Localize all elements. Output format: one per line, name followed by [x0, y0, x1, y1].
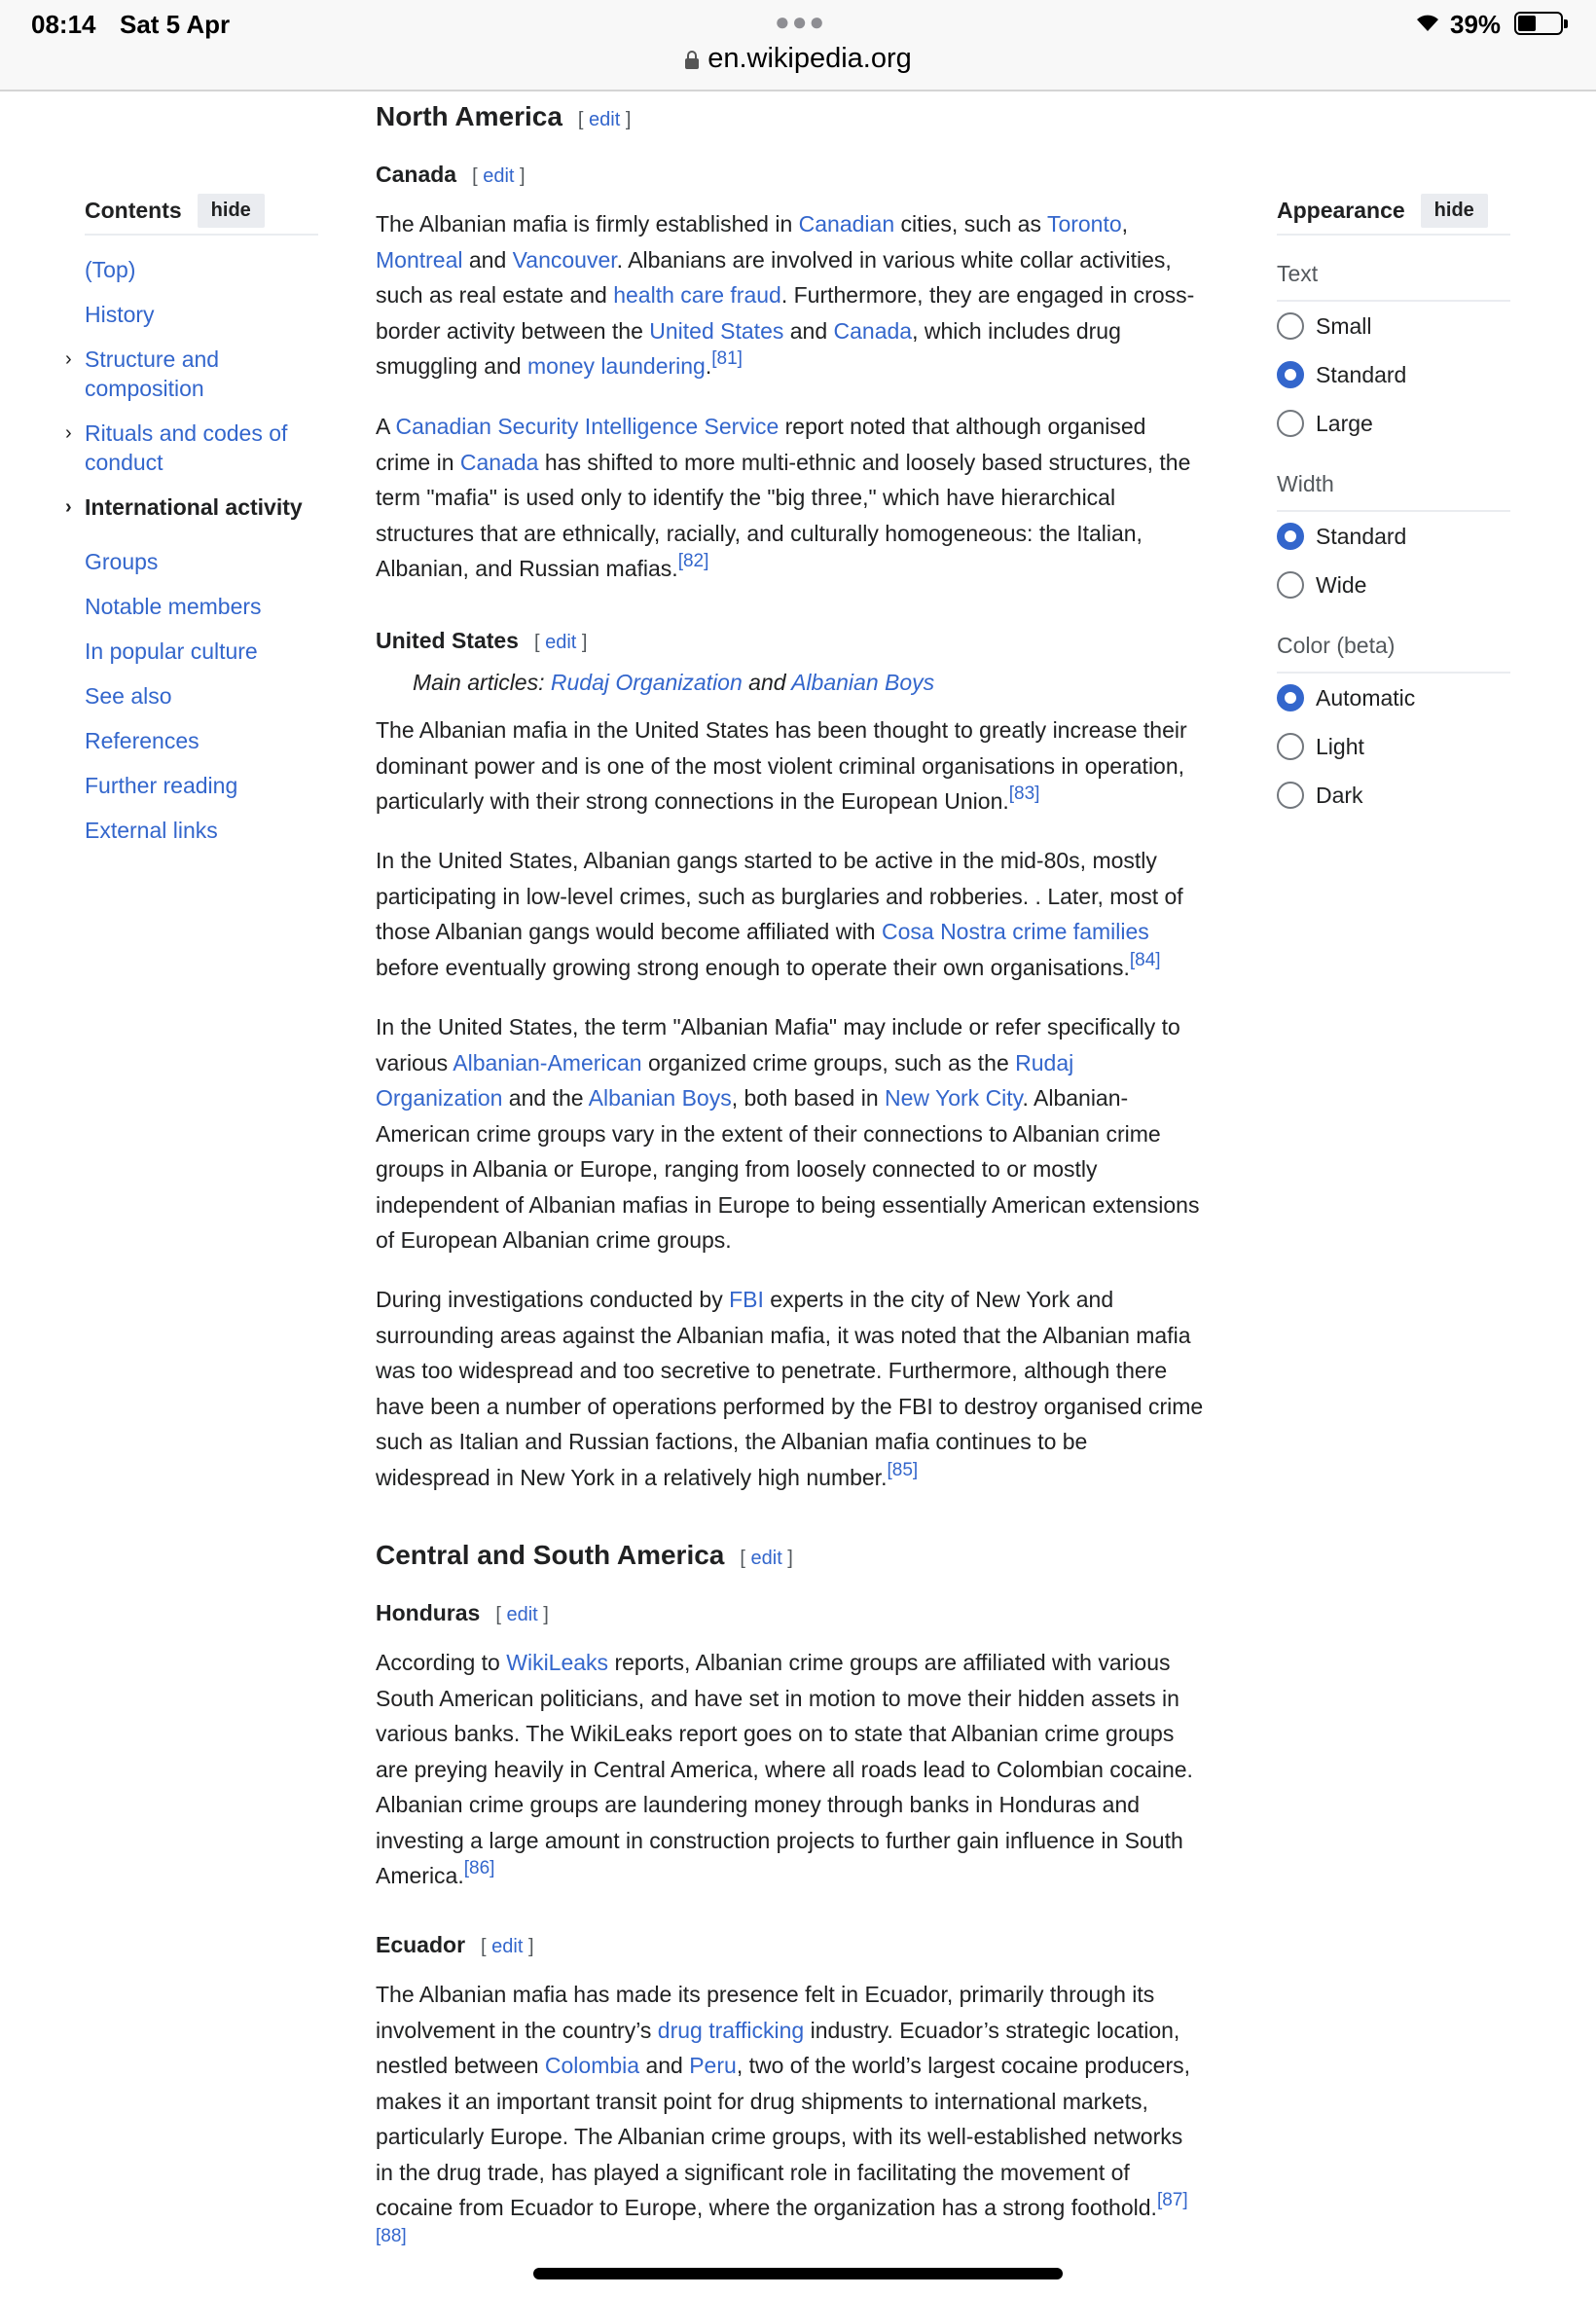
toc-item-label: In popular culture: [85, 638, 258, 664]
toc-item-label: References: [85, 728, 200, 753]
toc-item[interactable]: [85, 637, 318, 666]
width-label: Width: [1277, 471, 1334, 496]
toc-item-label: Groups: [85, 549, 159, 574]
radio-button-icon[interactable]: [1277, 782, 1304, 809]
toc-item[interactable]: [65, 419, 318, 477]
inline-link[interactable]: Canadian: [798, 211, 895, 237]
divider: [1277, 672, 1510, 674]
text-run: .: [705, 353, 712, 379]
inline-link[interactable]: Albanian Boys: [588, 1085, 732, 1111]
text-run: surrounding areas against the Albanian mafia, it was noted that the Albanian mafia: [376, 1322, 1191, 1348]
toc-item[interactable]: [85, 255, 318, 284]
inline-link[interactable]: United States: [649, 317, 784, 344]
toc-item-label: Further reading: [85, 773, 238, 798]
radio-label: Small: [1316, 312, 1372, 339]
text-run: border activity between the: [376, 317, 650, 344]
text-run: , both based in: [731, 1085, 886, 1111]
inline-link[interactable]: Canada: [833, 317, 913, 344]
inline-link[interactable]: drug trafficking: [657, 2017, 805, 2043]
inline-link[interactable]: Albanian Boys: [791, 670, 935, 695]
chevron-right-icon[interactable]: ›: [65, 422, 72, 444]
text-run: and: [783, 317, 834, 344]
reference-link[interactable]: [83]: [1008, 784, 1040, 804]
text-run: report noted that although organised: [779, 414, 1146, 439]
text-run: Albanian crime groups are laundering money through banks in Honduras and: [376, 1792, 1141, 1817]
radio-button-icon[interactable]: [1277, 733, 1304, 760]
text-size-radio[interactable]: [1277, 410, 1373, 437]
battery-percent: 39%: [1450, 10, 1502, 39]
toc-title: Contents: [85, 197, 182, 223]
paragraph-us-1: [376, 712, 1222, 820]
text-run: During investigations conducted by: [376, 1287, 730, 1312]
inline-link[interactable]: money laundering: [527, 353, 706, 379]
text-run: cocaine from Ecuador to Europe, where the organization has a strong foothold.: [376, 2195, 1157, 2220]
inline-link[interactable]: WikiLeaks: [506, 1650, 609, 1675]
url-text: en.wikipedia.org: [707, 43, 912, 74]
browser-status-bar: [0, 0, 1596, 91]
text-run: have been a number of operations performed by the FBI to destroy organised crime: [376, 1393, 1204, 1419]
paragraph-us-3: [376, 1009, 1222, 1258]
text-run: structures that are ethnically, racially, and culturally homogeneous: the Italian,: [376, 520, 1143, 546]
toc-item[interactable]: [85, 300, 318, 329]
toc-item-label: Notable members: [85, 594, 262, 619]
text-run: participating in low-level crimes, such as burglaries and robberies. . Later, most of: [376, 883, 1183, 909]
inline-link[interactable]: Organization: [376, 1085, 503, 1111]
inline-link[interactable]: Canada: [459, 449, 539, 475]
clock: 08:14: [31, 10, 96, 39]
text-run: independent of Albanian mafias in Europe to being essentially American extensions: [376, 1191, 1200, 1218]
color-radio[interactable]: [1277, 782, 1363, 809]
chevron-right-icon[interactable]: ›: [65, 496, 72, 518]
paragraph-honduras: [376, 1645, 1222, 1894]
inline-link[interactable]: Rudaj: [1015, 1049, 1074, 1076]
inline-link[interactable]: New York City: [885, 1085, 1023, 1111]
text-run: smuggling and: [376, 353, 527, 379]
reference-link[interactable]: [84]: [1129, 949, 1161, 970]
width-radio[interactable]: [1277, 571, 1366, 599]
table-of-contents: [65, 195, 318, 843]
battery-icon: [1514, 12, 1563, 35]
text-run: has shifted to more multi-ethnic and loosely based structures, the: [538, 449, 1191, 475]
radio-label: Light: [1316, 733, 1364, 759]
inline-link[interactable]: Rudaj Organization: [550, 670, 743, 695]
text-run: organized crime groups, such as the: [641, 1049, 1016, 1076]
text-run: involvement in the country’s: [376, 2017, 658, 2043]
lock-icon: [684, 46, 700, 78]
width-radio[interactable]: [1277, 523, 1406, 550]
text-run: American crime groups vary in the extent of their connections to Albanian crime: [376, 1120, 1161, 1147]
text-run: Main articles:: [413, 670, 551, 695]
text-run: The Albanian mafia has made its presence felt in Ecuador, primarily through its: [376, 1982, 1155, 2007]
text-run: widespread in New York in a relatively high number.: [376, 1464, 888, 1490]
text-run: those Albanian gangs would become affiliated with: [376, 919, 882, 944]
radio-label: Automatic: [1316, 684, 1416, 711]
text-run: such as real estate and: [376, 282, 614, 308]
toc-item[interactable]: [85, 726, 318, 755]
heading-honduras: Honduras [ edit ]: [376, 1600, 549, 1625]
wifi-icon: [1413, 10, 1442, 38]
appearance-panel: [1277, 195, 1510, 808]
text-run: term "mafia" is used only to identify the "big three," which have hierarchical: [376, 485, 1116, 510]
text-run: , two of the world’s largest cocaine producers,: [736, 2053, 1191, 2078]
text-run: cities, such as: [894, 211, 1047, 237]
text-run: of European Albanian crime groups.: [376, 1227, 732, 1253]
text-run: industry. Ecuador’s strategic location,: [804, 2017, 1180, 2043]
more-dots-icon[interactable]: ●●●: [775, 7, 827, 36]
text-run: groups in Albania or Europe, ranging from loosely connected to or mostly: [376, 1156, 1098, 1182]
heading-central-south-america: Central and South America [ edit ]: [376, 1540, 793, 1570]
address-bar[interactable]: [0, 43, 1596, 78]
text-run: and the: [502, 1085, 589, 1111]
chevron-right-icon[interactable]: ›: [65, 348, 72, 370]
color-radio[interactable]: [1277, 733, 1364, 760]
edit-link-central-south-america[interactable]: [ edit ]: [740, 1548, 793, 1569]
inline-link[interactable]: Toronto: [1046, 211, 1122, 237]
toc-item-label: External links: [85, 818, 218, 843]
heading-united-states: United States [ edit ]: [376, 628, 588, 653]
inline-link[interactable]: health care fraud: [613, 282, 781, 308]
toc-item-label: History: [85, 302, 155, 327]
home-indicator[interactable]: [533, 2268, 1063, 2279]
text-run: investing a large amount in construction projects to further gain influence in South: [376, 1827, 1183, 1853]
hatnote-main-articles: [413, 670, 934, 696]
text-run: In the United States, Albanian gangs started to be active in the mid-80s, mostly: [376, 848, 1157, 873]
text-size-label: Text: [1277, 261, 1319, 286]
text-run: and: [639, 2053, 690, 2078]
paragraph-us-2: [376, 843, 1222, 985]
text-run: and: [742, 670, 792, 695]
paragraph-ecuador: [376, 1977, 1222, 2261]
text-run: reports, Albanian crime groups are affiliated with various: [608, 1650, 1171, 1675]
text-run: ,: [1121, 211, 1129, 237]
inline-link[interactable]: Montreal: [376, 246, 463, 273]
edit-link-honduras[interactable]: [ edit ]: [495, 1604, 549, 1625]
edit-link-ecuador[interactable]: [ edit ]: [481, 1936, 534, 1957]
heading-north-america: North America [ edit ]: [376, 101, 632, 131]
text-run: In the United States, the term "Albanian Mafia" may include or refer specifically to: [376, 1014, 1180, 1039]
text-run: dominant power and is one of the most violent criminal organisations in operation,: [376, 752, 1185, 779]
toc-hide-button[interactable]: hide: [198, 194, 265, 228]
paragraph-canada-2: [376, 409, 1222, 587]
radio-button-icon[interactable]: [1277, 684, 1304, 711]
text-run: nestled between: [376, 2053, 545, 2078]
inline-link[interactable]: Cosa Nostra crime families: [881, 919, 1149, 944]
text-size-radio[interactable]: [1277, 361, 1406, 388]
text-run: various: [376, 1049, 453, 1076]
text-run: South American politicians, and have set in motion to move their hidden assets in: [376, 1685, 1179, 1711]
paragraph-canada-1: [376, 206, 1222, 384]
text-run: various banks. The WikiLeaks report goes on to state that Albanian crime groups: [376, 1721, 1175, 1746]
date: Sat 5 Apr: [120, 10, 231, 39]
paragraph-us-4: [376, 1282, 1222, 1495]
toc-item[interactable]: [85, 771, 318, 800]
text-run: and: [462, 246, 513, 273]
toc-item[interactable]: [85, 547, 318, 576]
toc-item[interactable]: [85, 592, 318, 621]
text-run: America.: [376, 1863, 464, 1888]
text-run: particularly with their strong connections in the European Union.: [376, 788, 1009, 814]
radio-label: Large: [1316, 410, 1373, 436]
inline-link[interactable]: Colombia: [544, 2053, 640, 2078]
text-run: Albanian, and Russian mafias.: [376, 556, 678, 581]
reference-link[interactable]: [82]: [677, 551, 709, 571]
color-radio[interactable]: [1277, 684, 1415, 711]
inline-link[interactable]: Vancouver: [512, 246, 617, 273]
text-run: , which includes drug: [912, 317, 1121, 344]
text-run: According to: [376, 1650, 507, 1675]
radio-label: Standard: [1316, 523, 1407, 549]
heading-ecuador: Ecuador [ edit ]: [376, 1932, 534, 1957]
text-run: experts in the city of New York and: [763, 1287, 1114, 1312]
text-run: was too widespread and too secretive to penetrate. Furthermore, although there: [376, 1358, 1168, 1383]
toc-item[interactable]: [65, 345, 318, 403]
text-run: The Albanian mafia in the United States has been thought to greatly increase their: [376, 717, 1187, 743]
radio-button-icon[interactable]: [1277, 410, 1304, 437]
text-run: such as Italian and Russian factions, the Albanian mafia continues to be: [376, 1429, 1088, 1454]
radio-label: Standard: [1316, 361, 1407, 387]
inline-link[interactable]: FBI: [729, 1287, 764, 1312]
edit-link-canada[interactable]: [ edit ]: [472, 165, 526, 187]
divider: [1277, 510, 1510, 512]
toc-item[interactable]: [85, 681, 318, 711]
toc-header: [85, 195, 318, 236]
toc-item[interactable]: [65, 492, 318, 522]
text-run: makes it an important transit point for drug shipments to international markets,: [376, 2088, 1148, 2114]
text-run: are preying heavily in Central America, where all roads lead to Colombian cocaine.: [376, 1756, 1193, 1782]
heading-canada: Canada [ edit ]: [376, 162, 526, 187]
toc-item[interactable]: [85, 816, 318, 845]
toc-item-label: International activity: [85, 494, 303, 520]
toc-item-label: See also: [85, 683, 172, 709]
toc-item-label: (Top): [85, 257, 136, 282]
reference-link[interactable]: [86]: [463, 1858, 495, 1878]
text-size-radio[interactable]: [1277, 312, 1372, 340]
reference-link[interactable]: [81]: [711, 348, 743, 369]
edit-link-united-states[interactable]: [ edit ]: [533, 632, 588, 653]
appearance-title: Appearance: [1277, 197, 1405, 223]
appearance-header: [1277, 195, 1510, 236]
text-run: . Albanians are involved in various white collar activities,: [616, 246, 1172, 273]
radio-label: Wide: [1316, 571, 1367, 598]
text-run: . Furthermore, they are engaged in cross-: [780, 282, 1195, 308]
text-run: . Albanian-: [1022, 1085, 1129, 1111]
radio-button-icon[interactable]: [1277, 312, 1304, 340]
reference-link[interactable]: [85]: [887, 1459, 919, 1480]
inline-link[interactable]: Albanian-American: [453, 1049, 642, 1076]
text-run: A: [376, 414, 396, 439]
divider: [1277, 300, 1510, 302]
radio-button-icon[interactable]: [1277, 571, 1304, 599]
radio-label: Dark: [1316, 782, 1363, 808]
appearance-hide-button[interactable]: hide: [1421, 194, 1488, 228]
reference-link[interactable]: [88]: [376, 2225, 407, 2246]
text-run: particularly Europe. The Albanian crime groups, with its well-established networks: [376, 2124, 1183, 2149]
radio-button-icon[interactable]: [1277, 523, 1304, 550]
inline-link[interactable]: Canadian Security Intelligence Service: [395, 414, 780, 439]
text-run: before eventually growing strong enough to operate their own organisations.: [376, 954, 1130, 980]
radio-button-icon[interactable]: [1277, 361, 1304, 388]
toc-item-label: Structure and composition: [85, 346, 220, 401]
text-run: in the drug trade, has played a significant role in facilitating the movement of: [376, 2159, 1130, 2185]
toc-item-label: Rituals and codes of conduct: [85, 420, 288, 475]
text-run: crime in: [376, 449, 460, 475]
edit-link-north-america[interactable]: [ edit ]: [577, 109, 632, 130]
reference-link[interactable]: [87]: [1156, 2190, 1188, 2210]
text-run: The Albanian mafia is firmly established in: [376, 211, 799, 237]
color-label: Color (beta): [1277, 633, 1396, 658]
inline-link[interactable]: Peru: [689, 2053, 737, 2078]
